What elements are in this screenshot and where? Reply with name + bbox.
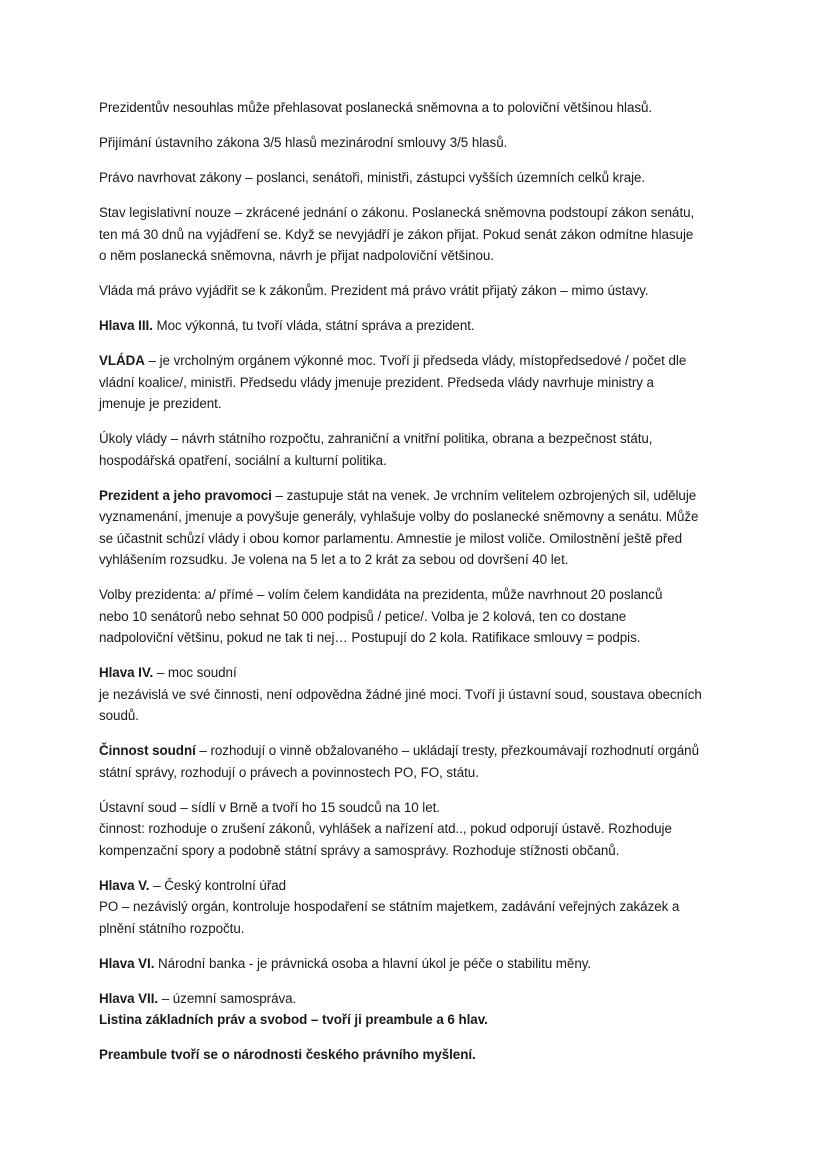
line-text: hospodářská opatření, sociální a kulturní politika.: [99, 452, 387, 468]
text-line: [99, 705, 739, 727]
paragraph: [99, 485, 739, 571]
text-line: [99, 315, 739, 337]
line-text: PO – nezávislý orgán, kontroluje hospodaření se státním majetkem, zadávání veřejných zakázek a: [99, 899, 680, 914]
paragraph: [99, 315, 739, 337]
bold-heading: Hlava VI.: [99, 955, 155, 971]
text-line: [99, 840, 739, 862]
paragraph: [99, 662, 739, 727]
text-line: [99, 485, 739, 507]
text-line: [99, 896, 739, 918]
line-text: vyhlášením rozsudku. Je volena na 5 let a to 2 krát za sebou od dovršení 40 let.: [99, 552, 569, 567]
paragraph: [99, 740, 739, 783]
text-line: [99, 245, 739, 267]
text-line: [99, 918, 739, 940]
bold-heading: Prezident a jeho pravomoci: [99, 487, 272, 503]
text-line: [99, 818, 739, 840]
text-line: [99, 684, 739, 706]
text-line: [99, 797, 739, 819]
paragraph: [99, 875, 739, 940]
line-text: činnost: rozhoduje o zrušení zákonů, vyhlášek a nařízení atd.., pokud odporují ústavě. Rozhoduje: [99, 821, 672, 836]
line-text: Národní banka - je právnická osoba a hlavní úkol je péče o stabilitu měny.: [154, 955, 592, 971]
line-text: ten má 30 dnů na vyjádření se. Když se nevyjádří je zákon přijat. Pokud senát zákon odmítne hlasuje: [99, 226, 694, 242]
paragraph: [99, 953, 739, 975]
line-text: plnění státního rozpočtu.: [99, 920, 245, 936]
paragraph: [99, 202, 739, 267]
paragraph: [99, 280, 739, 302]
text-line: [99, 350, 739, 372]
line-text: – Český kontrolní úřad: [149, 877, 287, 893]
line-text: vyznamenání, jmenuje a povyšuje generály, vyhlašuje volby do poslanecké sněmovny a senátu. Může: [99, 509, 699, 524]
line-text: Prezidentův nesouhlas může přehlasovat poslanecká sněmovna a to poloviční většinou hlasů.: [99, 100, 653, 115]
line-text: kompenzační spory a podobně státní správy a samosprávy. Rozhoduje stížnosti občanů.: [99, 842, 620, 858]
line-text: je nezávislá ve své činnosti, není odpovědna žádné jiné moci. Tvoří ji ústavní soud, soustava obecních: [99, 686, 702, 702]
line-text: Přijímání ústavního zákona 3/5 hlasů mezinárodní smlouvy 3/5 hlasů.: [99, 135, 508, 150]
bold-heading: VLÁDA: [99, 353, 145, 368]
text-line: [99, 393, 739, 415]
line-text: Právo navrhovat zákony – poslanci, senátoři, ministři, zástupci vyšších územních celků kraje.: [99, 170, 646, 185]
paragraph: [99, 1044, 739, 1066]
line-text: soudů.: [99, 708, 139, 723]
line-text: – zastupuje stát na venek. Je vrchním velitelem ozbrojených sil, uděluje: [271, 487, 697, 503]
text-line: [99, 988, 739, 1010]
text-line: [99, 584, 739, 606]
line-text: Volby prezidenta: a/ přímé – volím čelem kandidáta na prezidenta, může navrhnout 20 poslanců: [99, 587, 663, 602]
text-line: [99, 97, 739, 119]
text-line: [99, 202, 739, 224]
bold-heading: Listina základních práv a svobod – tvoří ji preambule a 6 hlav.: [99, 1012, 488, 1027]
paragraph: [99, 167, 739, 189]
text-line: [99, 428, 739, 450]
text-line: [99, 953, 739, 975]
paragraph: [99, 428, 739, 471]
text-line: [99, 1009, 739, 1031]
text-line: [99, 875, 739, 897]
text-line: [99, 528, 739, 550]
bold-heading: Činnost soudní: [99, 743, 196, 758]
text-line: [99, 762, 739, 784]
text-line: [99, 132, 739, 154]
line-text: Vláda má právo vyjádřit se k zákonům. Prezident má právo vrátit přijatý zákon – mimo ústavy.: [99, 283, 649, 298]
line-text: státní správy, rozhodují o právech a povinnostech PO, FO, státu.: [99, 764, 479, 780]
text-line: [99, 740, 739, 762]
line-text: se účastnit schůzí vlády i obou komor parlamentu. Amnestie je milost voliče. Omilostnění ještě před: [99, 530, 683, 546]
text-line: [99, 450, 739, 472]
line-text: nadpoloviční většinu, pokud ne tak ti nej… Postupují do 2 kola. Ratifikace smlouvy = podpis.: [99, 630, 641, 645]
bold-heading: Hlava V.: [99, 877, 150, 893]
text-line: [99, 280, 739, 302]
line-text: – rozhodují o vinně obžalovaného – ukládají tresty, přezkoumávají rozhodnutí orgánů: [195, 743, 699, 758]
line-text: Moc výkonná, tu tvoří vláda, státní správa a prezident.: [152, 318, 475, 333]
line-text: Úkoly vlády – návrh státního rozpočtu, zahraniční a vnitřní politika, obrana a bezpečnost státu,: [99, 431, 653, 446]
document-body: [99, 97, 739, 1079]
paragraph: [99, 132, 739, 154]
text-line: [99, 372, 739, 394]
paragraph: [99, 988, 739, 1031]
line-text: – je vrcholným orgánem výkonné moc. Tvoří ji předseda vlády, místopředsedové / počet dle: [144, 353, 687, 368]
paragraph: [99, 584, 739, 649]
paragraph: [99, 350, 739, 415]
line-text: Ústavní soud – sídlí v Brně a tvoří ho 15 soudců na 10 let.: [99, 799, 440, 815]
text-line: [99, 549, 739, 571]
paragraph: [99, 97, 739, 119]
line-text: nebo 10 senátorů nebo sehnat 50 000 podpisů / petice/. Volba je 2 kolová, ten co dostane: [99, 608, 627, 624]
line-text: Stav legislativní nouze – zkrácené jednání o zákonu. Poslanecká sněmovna podstoupí zákon senátu,: [99, 205, 695, 220]
line-text: – moc soudní: [153, 665, 237, 680]
bold-heading: Hlava VII.: [99, 990, 159, 1006]
text-line: [99, 606, 739, 628]
line-text: vládní koalice/, ministři. Předsedu vlády jmenuje prezident. Předseda vlády navrhuje ministry a: [99, 374, 654, 390]
text-line: [99, 1044, 739, 1066]
text-line: [99, 506, 739, 528]
text-line: [99, 627, 739, 649]
line-text: o něm poslanecká sněmovna, návrh je přijat nadpoloviční většinou.: [99, 248, 494, 263]
bold-heading: Hlava IV.: [99, 665, 154, 680]
line-text: jmenuje je prezident.: [99, 396, 222, 411]
paragraph: [99, 797, 739, 862]
bold-heading: Hlava III.: [99, 318, 153, 333]
line-text: – územní samospráva.: [158, 990, 297, 1006]
bold-heading: Preambule tvoří se o národnosti českého právního myšlení.: [99, 1047, 476, 1062]
text-line: [99, 662, 739, 684]
text-line: [99, 167, 739, 189]
text-line: [99, 224, 739, 246]
